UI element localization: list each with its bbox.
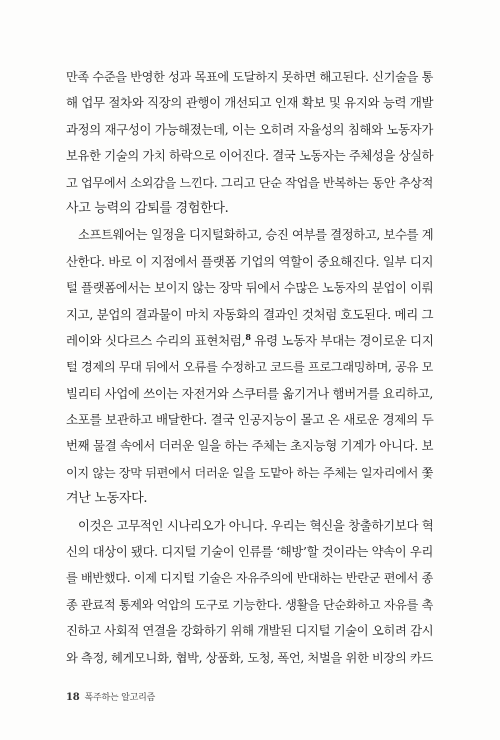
text-line: 사고 능력의 감퇴를 경험한다.: [66, 200, 229, 216]
text-line: 소포를 보관하고 배달한다. 결국 인공지능이 몰고 온 새로운 경제의 두: [66, 412, 434, 428]
text-line: 과정의 재구성이 가능해졌는데, 이는 오히려 자율성의 침해와 노동자가: [66, 121, 434, 137]
text-line: 만족 수준을 반영한 성과 목표에 도달하지 못하면 해고된다. 신기술을 통: [66, 70, 433, 84]
text-line: 털 플랫폼에서는 보이지 않는 장막 뒤에서 수많은 노동자의 분업이 이뤄: [66, 281, 434, 296]
text-line: 겨난 노동자다.: [66, 491, 148, 507]
text-line: 지고, 분업의 결과물이 마치 자동화의 결과인 것처럼 호도된다. 메리 그: [66, 306, 434, 322]
text-line: 고 업무에서 소외감을 느낀다. 그리고 단순 작업을 반복하는 동안 추상적: [66, 175, 433, 190]
paragraph-start-line: 이것은 고무적인 시나리오가 아니다. 우리는 혁신을 창출하기보다 혁: [78, 518, 434, 533]
text-line: 번째 물결 속에서 더러운 일을 하는 주체는 초지능형 기계가 아니다. 보: [66, 438, 434, 454]
paragraph-start-line: 소프트웨어는 일정을 디지털화하고, 승진 여부를 결정하고, 보수를 계: [78, 228, 434, 243]
page-footer: [66, 690, 155, 703]
text-line: 신의 대상이 됐다. 디지털 기술이 인류를 ‘해방’할 것이라는 약속이 우리: [66, 545, 434, 560]
text-line: 산한다. 바로 이 지점에서 플랫폼 기업의 역할이 중요해진다. 일부 디지: [66, 253, 434, 269]
text-line: 보유한 기술의 가치 하락으로 이어진다. 결국 노동자는 주체성을 상실하: [66, 149, 434, 164]
text-line-with-footnote: [66, 328, 434, 354]
page-number: 18: [66, 692, 80, 703]
text-line: 털 경제의 무대 뒤에서 오류를 수정하고 코드를 프로그래밍하며, 공유 모: [66, 360, 433, 375]
body-text: [66, 64, 434, 671]
text-line: 진하고 사회적 연결을 강화하기 위해 개발된 디지털 기술이 오히려 감시: [66, 624, 434, 639]
text-segment: 레이와 싯다르스 수리의 표현처럼,: [66, 332, 246, 348]
text-line: 와 측정, 헤게모니화, 협박, 상품화, 도청, 폭언, 처벌을 위한 비장의 카드: [66, 650, 433, 665]
text-segment: 유령 노동자 부대는 경이로운 디지: [250, 332, 434, 348]
text-line: 빌리티 사업에 쓰이는 자전거와 스쿠터를 옮기거나 햄버거를 요리하고,: [66, 385, 434, 401]
running-title: 폭주하는 알고리즘: [84, 693, 156, 703]
text-line: 해 업무 절차와 직장의 관행이 개선되고 인재 확보 및 유지와 능력 개발: [66, 95, 434, 111]
footnote-marker: 8: [245, 331, 251, 342]
text-line: 를 배반했다. 이제 디지털 기술은 자유주의에 반대하는 반란군 편에서 종: [66, 571, 433, 586]
text-line: 이지 않는 장막 뒤편에서 더러운 일을 도맡아 하는 주체는 일자리에서 쫓: [66, 465, 433, 480]
text-line: 종 관료적 통제와 억압의 도구로 기능한다. 생활을 단순화하고 자유를 촉: [66, 597, 433, 612]
